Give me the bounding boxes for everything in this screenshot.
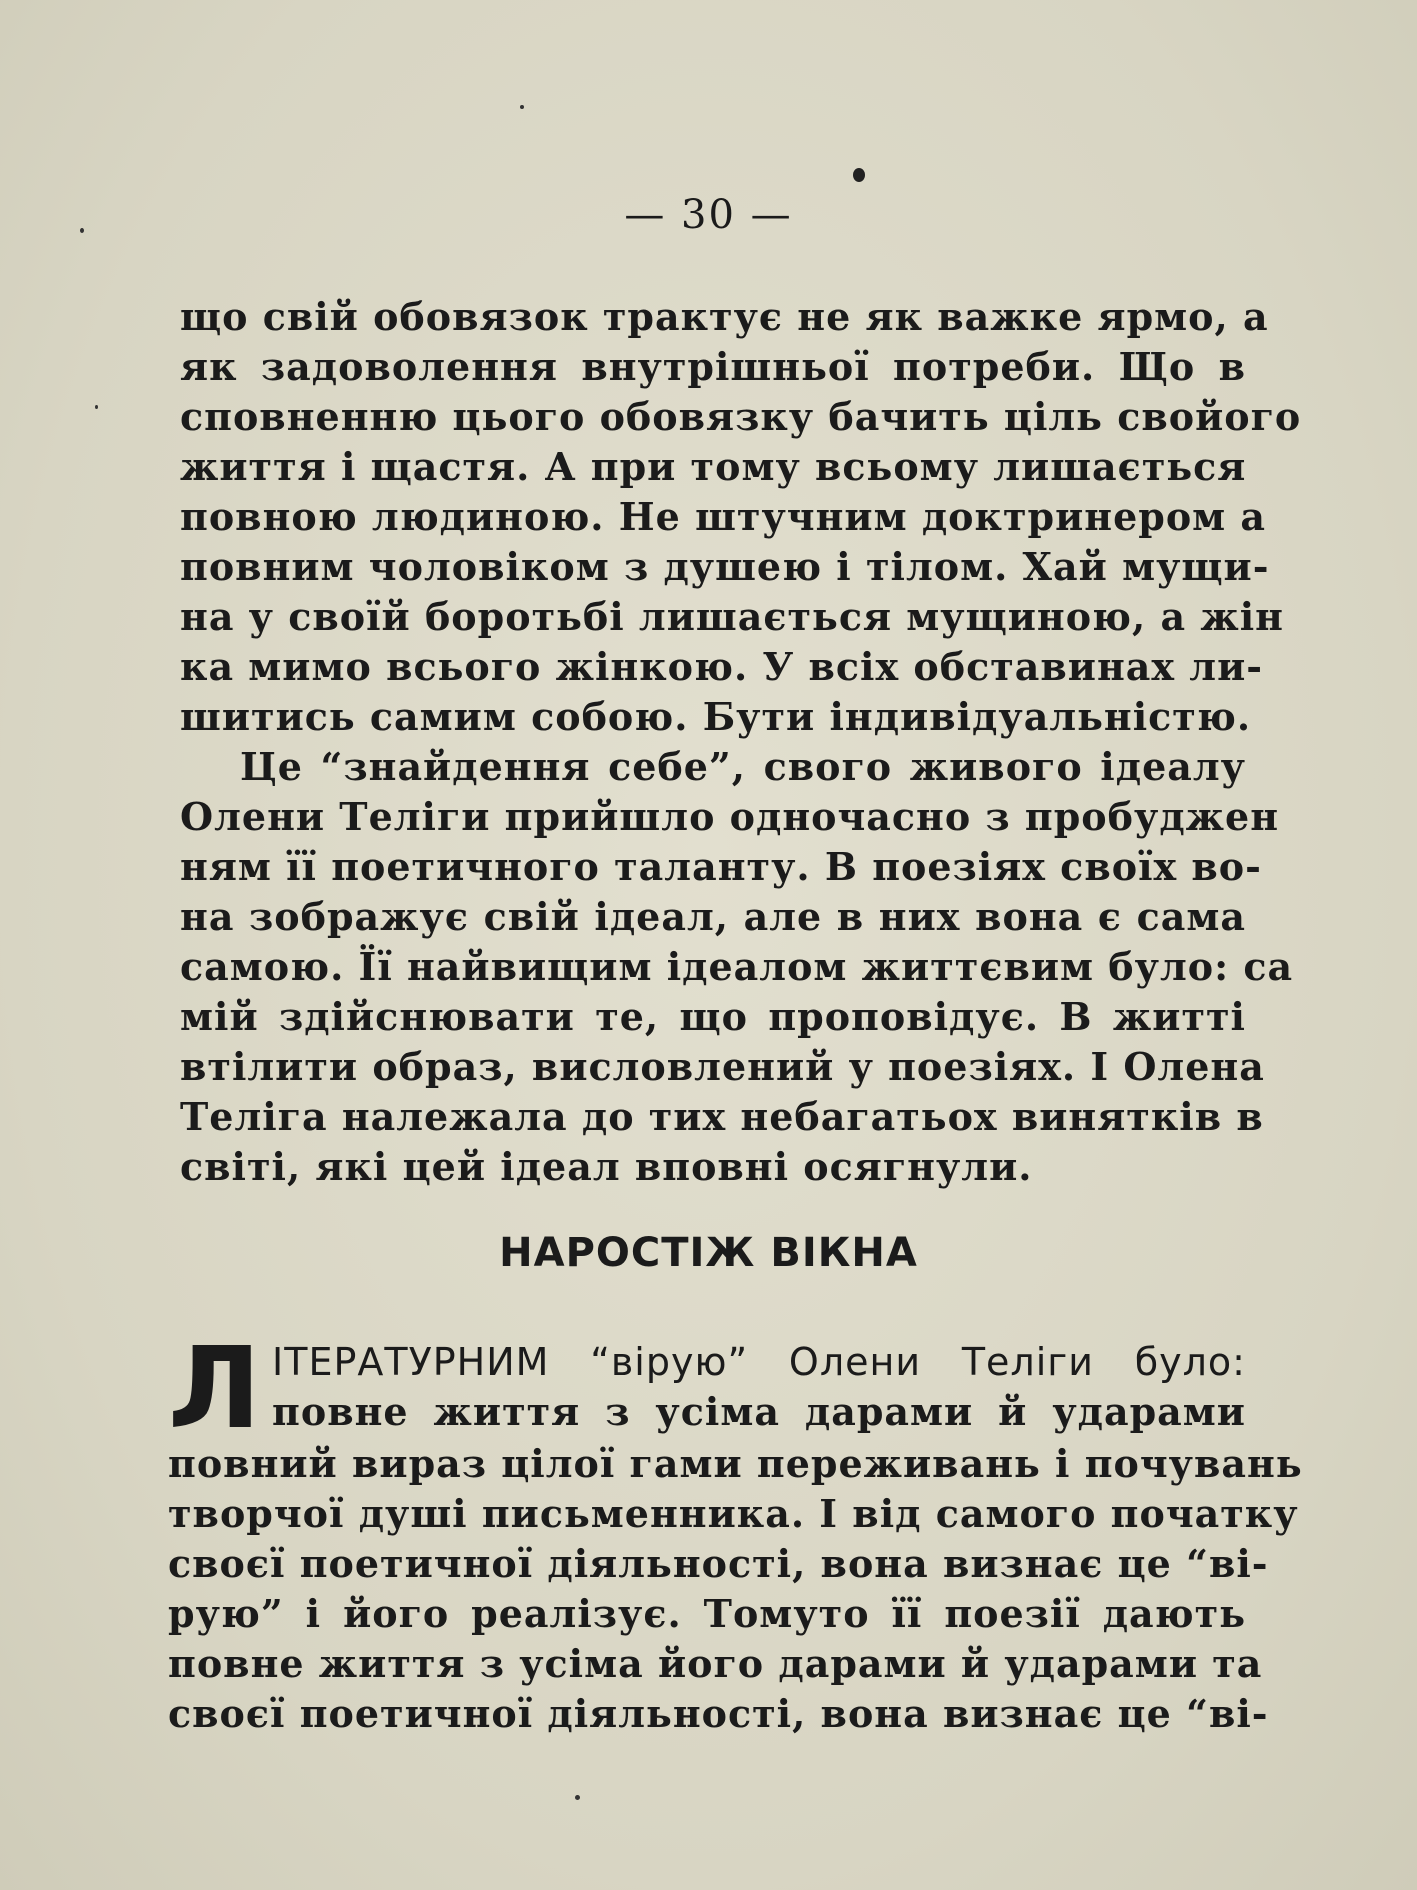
text-line: своєї поетичної діяльності, вона визнає це “ві- [168, 1541, 1269, 1586]
text-line: ка мимо всього жінкою. У всіх обставинах ли- [180, 644, 1264, 689]
text-line: сповненню цього обовязку бачить ціль свойого [180, 394, 1302, 439]
text-line: на зображує свій ідеал, але в них вона є сама [180, 894, 1246, 939]
text-line: на у своїй боротьбі лишається мущиною, а жін [180, 594, 1284, 639]
paragraph-1 [180, 292, 1302, 742]
text-line: повне життя з усіма його дарами й ударами та [168, 1641, 1263, 1686]
text-line: ням її поетичного таланту. В поезіях своїх во- [180, 844, 1262, 889]
drop-cap: Л [168, 1324, 263, 1454]
text-line: що свій обовязок трактує не як важке ярмо, а [180, 294, 1269, 339]
text-line: повний вираз цілої гами переживань і почувань [168, 1441, 1303, 1486]
first-line: ІТЕРАТУРНИМ “вірую” Олени Теліги було: [272, 1340, 1246, 1384]
page-number: — 30 — [624, 192, 793, 238]
text-line: втілити образ, висловлений у поезіях. І Олена [180, 1044, 1265, 1089]
text-line: повне життя з усіма дарами й ударами [272, 1389, 1246, 1434]
text-line: Це “знайдення себе”, свого живого ідеалу [240, 744, 1246, 789]
text-line: творчої душі письменника. І від самого початку [168, 1491, 1299, 1536]
section-text [168, 1324, 1303, 1739]
text-line: як задоволення внутрішньої потреби. Що в [180, 344, 1246, 389]
text-line: самою. Її найвищим ідеалом життєвим було: са [180, 944, 1294, 989]
text-line: Олени Теліги прийшло одночасно з пробуджен [180, 794, 1280, 839]
text-line: повним чоловіком з душею і тілом. Хай мущи- [180, 544, 1270, 589]
speck [575, 1795, 580, 1800]
section-heading: НАРОСТІЖ ВІКНА [499, 1230, 918, 1276]
text-line: шитись самим собою. Бути індивідуальністю. [180, 694, 1252, 739]
paragraph-2 [180, 742, 1294, 1192]
text-line: повною людиною. Не штучним доктринером а [180, 494, 1267, 539]
text-line: Теліга належала до тих небагатьох винятків в [180, 1094, 1264, 1139]
text-line: світі, які цей ідеал вповні осягнули. [180, 1144, 1033, 1189]
text-line: мій здійснювати те, що проповідує. В житті [180, 994, 1246, 1039]
speck [95, 405, 98, 409]
text-line: життя і щастя. А при тому всьому лишається [180, 444, 1247, 489]
ink-dot [853, 168, 865, 182]
text-line: своєї поетичної діяльності, вона визнає це “ві- [168, 1691, 1269, 1736]
speck [520, 105, 524, 109]
text-line: рую” і його реалізує. Томуто її поезії дають [168, 1591, 1246, 1636]
